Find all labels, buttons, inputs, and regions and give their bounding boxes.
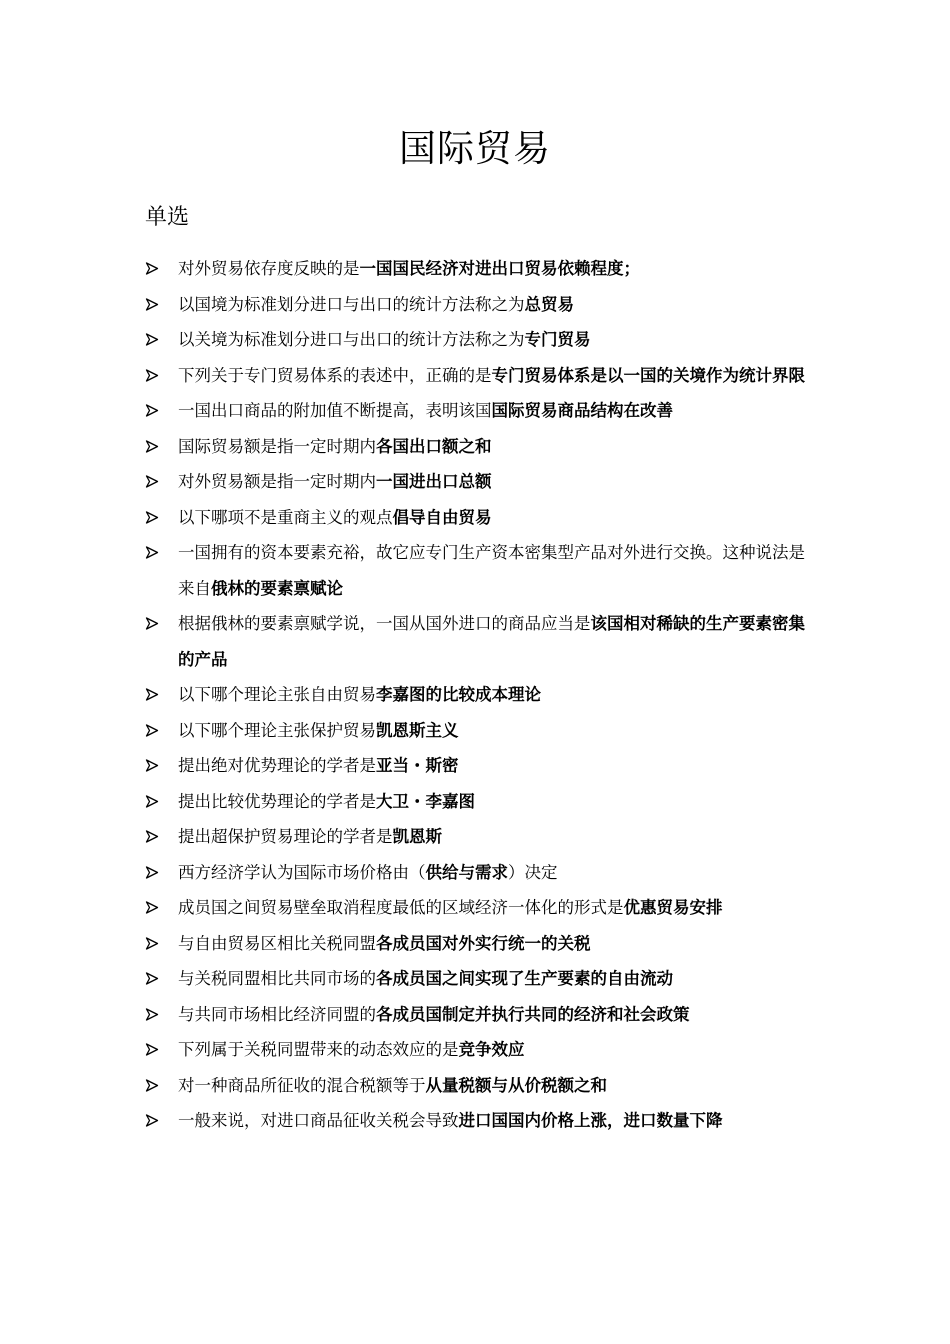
answer-text: 国际贸易商品结构在改善 bbox=[491, 401, 673, 420]
answer-text: 各成员国之间实现了生产要素的自由流动 bbox=[376, 969, 673, 988]
list-item bbox=[145, 606, 817, 677]
arrow-bullet-icon bbox=[145, 926, 161, 962]
question-text: 与自由贸易区相比关税同盟 bbox=[178, 933, 376, 953]
list-item bbox=[145, 784, 817, 820]
question-suffix: ； bbox=[623, 259, 640, 278]
question-text: 对一种商品所征收的混合税额等于 bbox=[178, 1075, 426, 1095]
arrow-bullet-icon bbox=[145, 358, 161, 394]
list-item bbox=[145, 1068, 817, 1104]
question-text: 以下哪项不是重商主义的观点 bbox=[178, 507, 393, 527]
arrow-bullet-icon bbox=[145, 1068, 161, 1104]
arrow-bullet-icon bbox=[145, 713, 161, 749]
arrow-bullet-icon bbox=[145, 1032, 161, 1068]
question-text: 与关税同盟相比共同市场的 bbox=[178, 969, 376, 988]
question-list bbox=[145, 251, 817, 1139]
arrow-bullet-icon bbox=[145, 535, 161, 571]
list-item bbox=[145, 287, 817, 323]
section-heading: 单选 bbox=[145, 205, 190, 230]
page-title: 国际贸易 bbox=[399, 127, 551, 170]
list-item bbox=[145, 429, 817, 465]
question-text: 根据俄林的要素禀赋学说，一国从国外进口的商品应当是 bbox=[178, 614, 591, 633]
arrow-bullet-icon bbox=[145, 748, 161, 784]
question-text: 西方经济学认为国际市场价格由（ bbox=[178, 862, 426, 882]
arrow-bullet-icon bbox=[145, 429, 161, 465]
list-item bbox=[145, 748, 817, 784]
arrow-bullet-icon bbox=[145, 322, 161, 358]
list-item bbox=[145, 393, 817, 429]
arrow-bullet-icon bbox=[145, 287, 161, 323]
arrow-bullet-icon bbox=[145, 393, 161, 429]
list-item bbox=[145, 961, 817, 997]
list-item bbox=[145, 251, 817, 287]
question-suffix: ）决定 bbox=[508, 862, 558, 882]
list-item bbox=[145, 997, 817, 1033]
answer-text: 一国国民经济对进出口贸易依赖程度 bbox=[359, 259, 624, 278]
list-item bbox=[145, 322, 817, 358]
arrow-bullet-icon bbox=[145, 606, 161, 642]
question-text: 以关境为标准划分进口与出口的统计方法称之为 bbox=[178, 330, 525, 349]
question-text: 成员国之间贸易壁垒取消程度最低的区域经济一体化的形式是 bbox=[178, 898, 624, 917]
answer-text: 供给与需求 bbox=[425, 862, 508, 882]
question-text: 以下哪个理论主张自由贸易 bbox=[178, 685, 376, 704]
arrow-bullet-icon bbox=[145, 997, 161, 1033]
list-item bbox=[145, 926, 817, 962]
question-text: 与共同市场相比经济同盟的 bbox=[178, 1004, 376, 1024]
answer-text: 各国出口额之和 bbox=[376, 436, 492, 456]
list-item bbox=[145, 855, 817, 891]
list-item bbox=[145, 535, 817, 606]
list-item bbox=[145, 464, 817, 500]
arrow-bullet-icon bbox=[145, 819, 161, 855]
answer-text: 专门贸易 bbox=[524, 330, 591, 349]
answer-text: 各成员国对外实行统一的关税 bbox=[376, 933, 591, 953]
question-text: 以下哪个理论主张保护贸易 bbox=[178, 720, 376, 740]
question-text: 一国出口商品的附加值不断提高，表明该国 bbox=[178, 401, 492, 420]
question-text: 以国境为标准划分进口与出口的统计方法称之为 bbox=[178, 294, 525, 314]
answer-text: 总贸易 bbox=[524, 294, 574, 314]
arrow-bullet-icon bbox=[145, 1103, 161, 1139]
arrow-bullet-icon bbox=[145, 464, 161, 500]
answer-text: 各成员国制定并执行共同的经济和社会政策 bbox=[376, 1004, 690, 1024]
arrow-bullet-icon bbox=[145, 890, 161, 926]
answer-text: 李嘉图的比较成本理论 bbox=[376, 685, 541, 704]
answer-text: 优惠贸易安排 bbox=[623, 898, 723, 917]
question-text: 提出超保护贸易理论的学者是 bbox=[178, 827, 393, 846]
arrow-bullet-icon bbox=[145, 961, 161, 997]
question-text: 国际贸易额是指一定时期内 bbox=[178, 436, 376, 456]
arrow-bullet-icon bbox=[145, 251, 161, 287]
list-item bbox=[145, 500, 817, 536]
question-text: 下列属于关税同盟带来的动态效应的是 bbox=[178, 1040, 459, 1059]
list-item bbox=[145, 677, 817, 713]
arrow-bullet-icon bbox=[145, 855, 161, 891]
answer-text: 竞争效应 bbox=[458, 1040, 525, 1059]
arrow-bullet-icon bbox=[145, 677, 161, 713]
list-item bbox=[145, 819, 817, 855]
answer-text: 凯恩斯 bbox=[392, 827, 442, 846]
list-item bbox=[145, 1032, 817, 1068]
question-text: 一国拥有的资本要素充裕，故它应专门生产资本密集型产品对外进行交换。这种说法是来自 bbox=[178, 543, 805, 598]
answer-text: 一国进出口总额 bbox=[376, 472, 492, 491]
answer-text: 从量税额与从价税额之和 bbox=[425, 1075, 607, 1095]
question-text: 下列关于专门贸易体系的表述中，正确的是 bbox=[178, 365, 492, 385]
question-text: 一般来说，对进口商品征收关税会导致 bbox=[178, 1111, 459, 1130]
question-text: 对外贸易额是指一定时期内 bbox=[178, 472, 376, 491]
answer-text: 凯恩斯主义 bbox=[376, 720, 459, 740]
list-item bbox=[145, 713, 817, 749]
answer-text: 大卫・李嘉图 bbox=[376, 791, 475, 811]
list-item bbox=[145, 1103, 817, 1139]
answer-text: 倡导自由贸易 bbox=[392, 507, 492, 527]
arrow-bullet-icon bbox=[145, 784, 161, 820]
answer-text: 亚当・斯密 bbox=[376, 756, 459, 775]
arrow-bullet-icon bbox=[145, 500, 161, 536]
question-text: 提出比较优势理论的学者是 bbox=[178, 791, 376, 811]
answer-text: 进口国国内价格上涨，进口数量下降 bbox=[458, 1111, 723, 1130]
answer-text: 专门贸易体系是以一国的关境作为统计界限 bbox=[491, 365, 805, 385]
list-item bbox=[145, 890, 817, 926]
answer-text: 俄林的要素禀赋论 bbox=[211, 578, 343, 598]
list-item bbox=[145, 358, 817, 394]
question-text: 对外贸易依存度反映的是 bbox=[178, 259, 360, 278]
question-text: 提出绝对优势理论的学者是 bbox=[178, 756, 376, 775]
answer-text: 该国相对稀缺的生产要素密集的产品 bbox=[178, 614, 805, 669]
